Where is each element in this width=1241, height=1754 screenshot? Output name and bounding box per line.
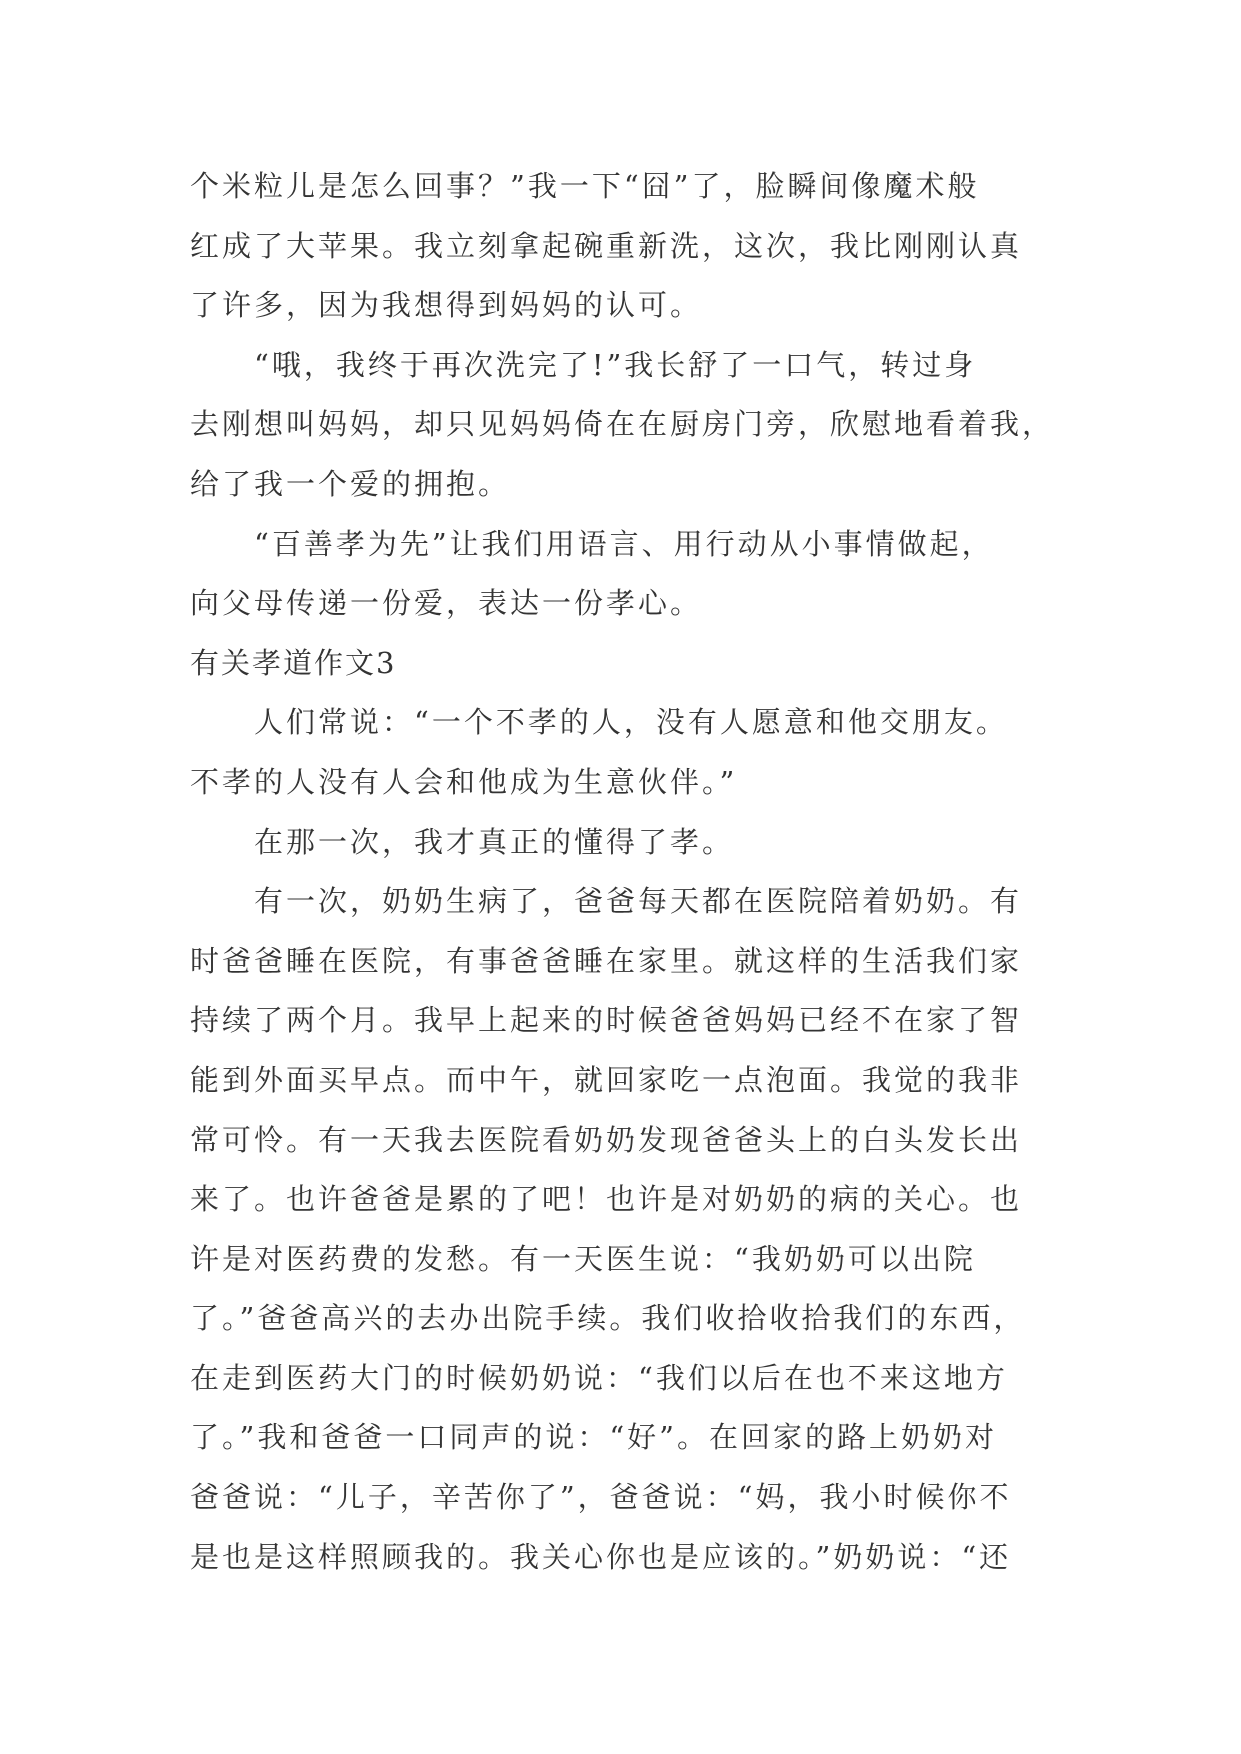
paragraph-start-line: “哦，我终于再次洗完了!”我长舒了一口气，转过身 bbox=[254, 347, 977, 382]
text-line: 给了我一个爱的拥抱。 bbox=[190, 466, 511, 501]
text-line: 向父母传递一份爱，表达一份孝心。 bbox=[190, 586, 703, 621]
text-line: 去刚想叫妈妈，却只见妈妈倚在在厨房门旁，欣慰地看着我， bbox=[190, 407, 1055, 442]
text-line: 了许多，因为我想得到妈妈的认可。 bbox=[190, 288, 703, 323]
text-line: 来了。也许爸爸是累的了吧！也许是对奶奶的病的关心。也 bbox=[190, 1182, 1023, 1217]
text-line: 红成了大苹果。我立刻拿起碗重新洗，这次，我比刚刚认真 bbox=[190, 228, 1023, 263]
paragraph-start-line: 人们常说：“一个不孝的人，没有人愿意和他交朋友。 bbox=[254, 705, 1008, 740]
paragraph-start-line: 在那一次，我才真正的懂得了孝。 bbox=[254, 824, 735, 859]
text-line: 个米粒儿是怎么回事？”我一下“囧”了，脸瞬间像魔术般 bbox=[190, 169, 980, 203]
document-body bbox=[190, 157, 1070, 1587]
paragraph-start-line: “百善孝为先”让我们用语言、用行动从小事情做起， bbox=[254, 526, 994, 561]
text-line: 是也是这样照顾我的。我关心你也是应该的。”奶奶说：“还 bbox=[190, 1539, 1012, 1574]
text-line: 爸爸说：“儿子，辛苦你了”，爸爸说：“妈，我小时候你不 bbox=[190, 1480, 1012, 1515]
text-line: 在走到医药大门的时候奶奶说：“我们以后在也不来这地方 bbox=[190, 1360, 1008, 1395]
text-line: 了。”爸爸高兴的去办出院手续。我们收拾收拾我们的东西， bbox=[190, 1301, 1026, 1336]
text-line: 常可怜。有一天我去医院看奶奶发现爸爸头上的白头发长出 bbox=[190, 1122, 1023, 1157]
text-line: 了。”我和爸爸一口同声的说：“好”。在回家的路上奶奶对 bbox=[190, 1420, 997, 1455]
paragraph-start-line: 有一次，奶奶生病了，爸爸每天都在医院陪着奶奶。有 bbox=[254, 884, 1023, 919]
text-line: 时爸爸睡在医院，有事爸爸睡在家里。就这样的生活我们家 bbox=[190, 943, 1023, 978]
text-line: 不孝的人没有人会和他成为生意伙伴。” bbox=[190, 764, 738, 799]
text-line: 许是对医药费的发愁。有一天医生说：“我奶奶可以出院 bbox=[190, 1241, 976, 1276]
section-heading: 有关孝道作文3 bbox=[190, 645, 397, 680]
text-line: 能到外面买早点。而中午，就回家吃一点泡面。我觉的我非 bbox=[190, 1062, 1023, 1097]
text-line: 持续了两个月。我早上起来的时候爸爸妈妈已经不在家了智 bbox=[190, 1003, 1023, 1038]
